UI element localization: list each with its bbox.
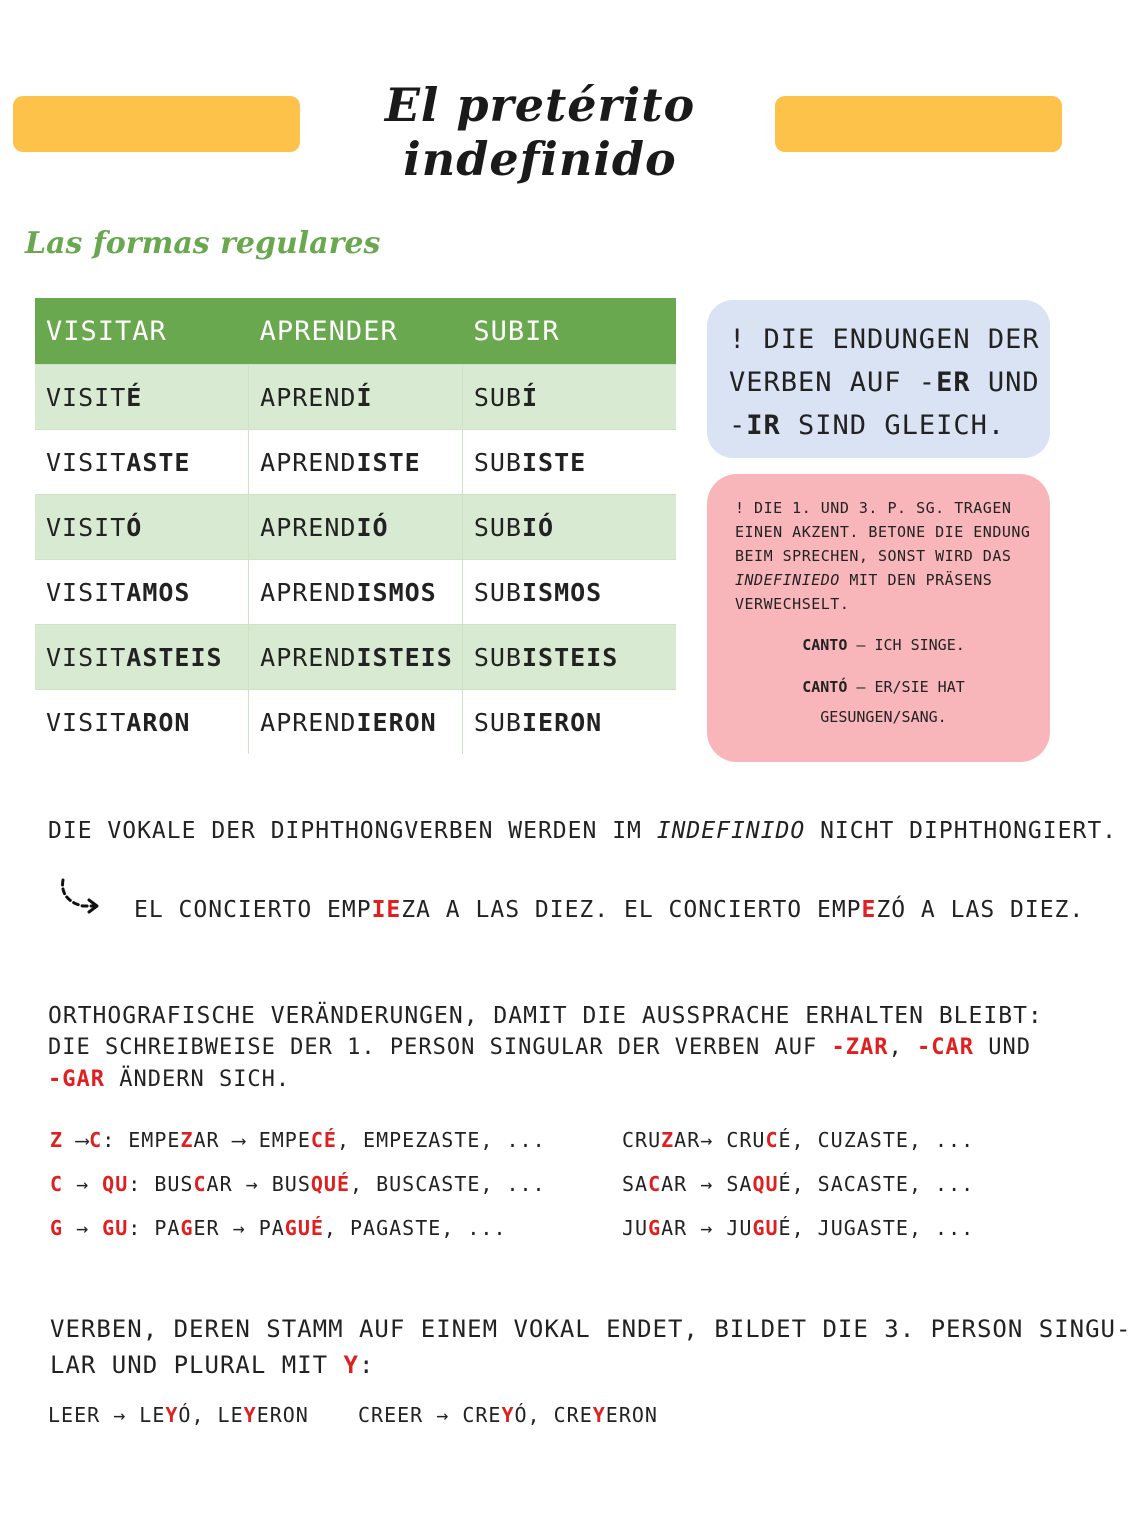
example-text: É, CUZASTE, ... <box>778 1128 975 1152</box>
ortho-rule <box>50 1216 506 1240</box>
ortho-rule <box>50 1172 546 1196</box>
rule-text: ⟶ <box>63 1128 90 1152</box>
example-text: CRU <box>622 1128 662 1152</box>
highlight-letters: Z <box>180 1128 194 1152</box>
verb-ending: IERON <box>521 707 603 737</box>
rule-text: DIE VOKALE DER DIPHTHONGVERBEN WERDEN IM <box>48 818 657 844</box>
verb-ending: ASTEIS <box>126 642 223 672</box>
note-text: UND <box>970 367 1040 398</box>
ortho-line <box>48 1035 1031 1060</box>
rule-text: LAR UND PLURAL MIT <box>50 1351 344 1379</box>
verb-stem: VISIT <box>46 577 127 607</box>
highlight-letters: C <box>648 1172 662 1196</box>
verb-stem: SUB <box>473 447 522 477</box>
verb-ending: ISTEIS <box>356 642 453 672</box>
rule-text: : EMPE <box>102 1128 181 1152</box>
verb-ending: ISTEIS <box>521 642 619 672</box>
verb-ending: ASTE <box>126 447 191 477</box>
verb-stem: SUB <box>473 382 522 412</box>
page-title: El pretérito indefinido <box>384 78 696 186</box>
verb-ending: ISTE <box>356 447 421 477</box>
ortho-example <box>622 1128 974 1152</box>
highlight-vowel: E <box>861 897 877 923</box>
table-row <box>35 560 676 625</box>
ending-car: -CAR <box>916 1035 974 1060</box>
diphthong-rule <box>48 818 1117 844</box>
rule-text-emphasis: INDEFINIDO <box>656 818 806 844</box>
example-translation: — ICH SINGE. <box>847 636 965 654</box>
accent-example-canto-accent <box>735 672 1032 732</box>
highlight-y: Y <box>592 1403 606 1427</box>
note-ending-er: ER <box>936 367 971 398</box>
rule-text: NICHT DIPHTHONGIERT. <box>805 818 1118 844</box>
table-cell <box>462 365 676 430</box>
table-cell <box>462 690 676 755</box>
highlight-letters: QU <box>752 1172 779 1196</box>
curved-arrow-icon <box>55 876 105 916</box>
verb-stem: VISIT <box>46 642 127 672</box>
highlight-letters: C <box>89 1128 103 1152</box>
verb-stem: APREND <box>260 707 357 737</box>
note-line <box>729 361 1040 404</box>
rule-text: : <box>359 1351 375 1379</box>
highlight-letters: G <box>648 1216 662 1240</box>
example-word: CANTÓ <box>802 678 848 696</box>
table-header-visitar: VISITAR <box>35 298 249 365</box>
highlight-letters: GUÉ <box>284 1216 324 1240</box>
example-text: É, SACASTE, ... <box>778 1172 975 1196</box>
highlight-letters: Z <box>50 1128 64 1152</box>
highlight-letters: GU <box>102 1216 129 1240</box>
note-text-emphasis: INDEFINIEDO <box>735 571 840 589</box>
example-text: SA <box>622 1172 649 1196</box>
verb-ending: ISMOS <box>356 577 437 607</box>
verb-ending: Ó <box>126 512 143 542</box>
example-text: CREER → CRE <box>358 1403 502 1427</box>
table-cell <box>249 365 463 430</box>
example-translation: — ER/SIE HAT GESUNGEN/SANG. <box>820 678 965 726</box>
highlight-letters: G <box>180 1216 194 1240</box>
note-ending-ir: IR <box>746 410 781 441</box>
table-header-row <box>35 298 676 365</box>
ending-gar: -GAR <box>48 1067 105 1092</box>
highlight-y: Y <box>243 1403 257 1427</box>
table-cell <box>35 430 249 495</box>
ortho-example <box>622 1172 974 1196</box>
verb-stem: APREND <box>260 577 357 607</box>
ortho-text: DIE SCHREIBWEISE DER 1. PERSON SINGULAR DER VERBEN AUF <box>48 1035 832 1060</box>
verb-ending: IÓ <box>356 512 389 542</box>
table-cell <box>35 625 249 690</box>
highlight-letters: G <box>50 1216 64 1240</box>
rule-text: → <box>63 1172 103 1196</box>
diphthong-example <box>134 897 1084 923</box>
table-cell <box>35 560 249 625</box>
note-text: MIT DEN PRÄSENS VERWECHSELT. <box>735 571 993 613</box>
ending-zar: -ZAR <box>831 1035 889 1060</box>
ortho-heading: ORTHOGRAFISCHE VERÄNDERUNGEN, DAMIT DIE AUSSPRACHE ERHALTEN BLEIBT: <box>48 1003 1043 1029</box>
rule-text: , EMPEZASTE, ... <box>336 1128 546 1152</box>
ortho-text: , <box>888 1035 917 1060</box>
table-row <box>35 430 676 495</box>
table-header-subir: SUBIR <box>462 298 676 365</box>
table-row <box>35 625 676 690</box>
example-text: ERON <box>256 1403 309 1427</box>
highlight-letters: Z <box>661 1128 675 1152</box>
accent-note-text <box>735 496 1032 616</box>
highlight-y: Y <box>343 1351 359 1379</box>
note-box-accent <box>707 474 1050 762</box>
example-text: AR → JU <box>661 1216 753 1240</box>
table-cell <box>462 430 676 495</box>
table-cell <box>249 690 463 755</box>
table-cell <box>249 495 463 560</box>
verb-stem: VISIT <box>46 512 127 542</box>
example-text: EL CONCIERTO EMP <box>134 897 372 923</box>
highlight-letters: CÉ <box>310 1128 337 1152</box>
table-cell <box>462 625 676 690</box>
verb-ending: IERON <box>356 707 437 737</box>
verb-stem: SUB <box>473 577 522 607</box>
verb-stem: APREND <box>260 512 357 542</box>
example-leer <box>48 1403 309 1427</box>
header-bar-left <box>13 96 300 152</box>
table-cell <box>249 430 463 495</box>
note-text: ! DIE 1. UND 3. P. SG. TRAGEN EINEN AKZENT. BETONE DIE ENDUNG BEIM SPRECHEN, SONST WIRD DAS <box>735 499 1031 565</box>
note-line <box>729 404 1040 447</box>
rule-text: ER → PA <box>193 1216 285 1240</box>
verb-stem: SUB <box>473 642 522 672</box>
highlight-y: Y <box>165 1403 179 1427</box>
example-text: ERON <box>605 1403 658 1427</box>
example-creer <box>358 1403 658 1427</box>
verb-ending: AMOS <box>126 577 191 607</box>
rule-text: , PAGASTE, ... <box>323 1216 507 1240</box>
ortho-rule <box>50 1128 546 1152</box>
vowel-stem-rule <box>50 1351 374 1379</box>
verb-stem: SUB <box>473 707 522 737</box>
example-word: CANTO <box>802 636 848 654</box>
table-cell <box>462 560 676 625</box>
rule-text: : BUS <box>128 1172 194 1196</box>
example-text: AR → SA <box>661 1172 753 1196</box>
table-cell <box>462 495 676 560</box>
verb-ending: IÓ <box>521 512 555 542</box>
highlight-letters: C <box>765 1128 779 1152</box>
highlight-diphthong: IE <box>371 897 402 923</box>
note-text: - <box>729 410 747 441</box>
table-row <box>35 690 676 755</box>
verb-ending: Í <box>356 382 373 412</box>
verb-stem: APREND <box>260 642 357 672</box>
section-title-regular: Las formas regulares <box>25 226 381 261</box>
verb-ending: ARON <box>126 707 191 737</box>
verb-stem: SUB <box>473 512 522 542</box>
verb-stem: VISIT <box>46 447 127 477</box>
rule-text: AR ⟶ EMPE <box>193 1128 311 1152</box>
example-text: ZÓ A LAS DIEZ. <box>876 897 1085 923</box>
conjugation-table <box>35 298 676 754</box>
verb-ending: ISMOS <box>521 577 603 607</box>
vowel-stem-rule: VERBEN, DEREN STAMM AUF EINEM VOKAL ENDET, BILDET DIE 3. PERSON SINGU- <box>50 1315 1131 1343</box>
verb-stem: APREND <box>260 382 357 412</box>
table-header-aprender: APRENDER <box>249 298 463 365</box>
table-row <box>35 365 676 430</box>
note-text: VERBEN AUF - <box>729 367 937 398</box>
verb-stem: APREND <box>260 447 357 477</box>
verb-ending: ISTE <box>521 447 587 477</box>
example-text: ZA A LAS DIEZ. EL CONCIERTO EMP <box>401 897 862 923</box>
ortho-example <box>622 1216 974 1240</box>
verb-stem: VISIT <box>46 707 127 737</box>
ortho-text: ÄNDERN SICH. <box>104 1067 291 1092</box>
example-text: Ó, CRE <box>514 1403 593 1427</box>
highlight-letters: C <box>50 1172 64 1196</box>
rule-text: , BUSCASTE, ... <box>349 1172 546 1196</box>
example-text: AR→ CRU <box>674 1128 766 1152</box>
table-cell <box>35 365 249 430</box>
verb-ending: É <box>126 382 143 412</box>
highlight-letters: QUÉ <box>310 1172 350 1196</box>
highlight-y: Y <box>501 1403 515 1427</box>
table-cell <box>249 625 463 690</box>
table-row <box>35 495 676 560</box>
note-line: ! DIE ENDUNGEN DER <box>729 324 1040 355</box>
rule-text: → <box>63 1216 103 1240</box>
header-bar-right <box>775 96 1062 152</box>
note-box-same-endings <box>707 300 1050 458</box>
rule-text: : PA <box>128 1216 181 1240</box>
example-text: LEER → LE <box>48 1403 166 1427</box>
table-body <box>35 365 676 755</box>
table-cell <box>35 495 249 560</box>
verb-stem: VISIT <box>46 382 127 412</box>
rule-text: AR → BUS <box>206 1172 311 1196</box>
accent-example-canto <box>735 630 1032 660</box>
highlight-letters: C <box>193 1172 207 1196</box>
highlight-letters: QU <box>102 1172 129 1196</box>
example-text: É, JUGASTE, ... <box>778 1216 975 1240</box>
ortho-text: UND <box>973 1035 1031 1060</box>
note-text: SIND GLEICH. <box>780 410 1006 441</box>
ortho-line <box>48 1067 290 1092</box>
verb-ending: Í <box>521 382 539 412</box>
example-text: JU <box>622 1216 649 1240</box>
table-cell <box>249 560 463 625</box>
table-cell <box>35 690 249 755</box>
highlight-letters: GU <box>752 1216 779 1240</box>
example-text: Ó, LE <box>178 1403 244 1427</box>
